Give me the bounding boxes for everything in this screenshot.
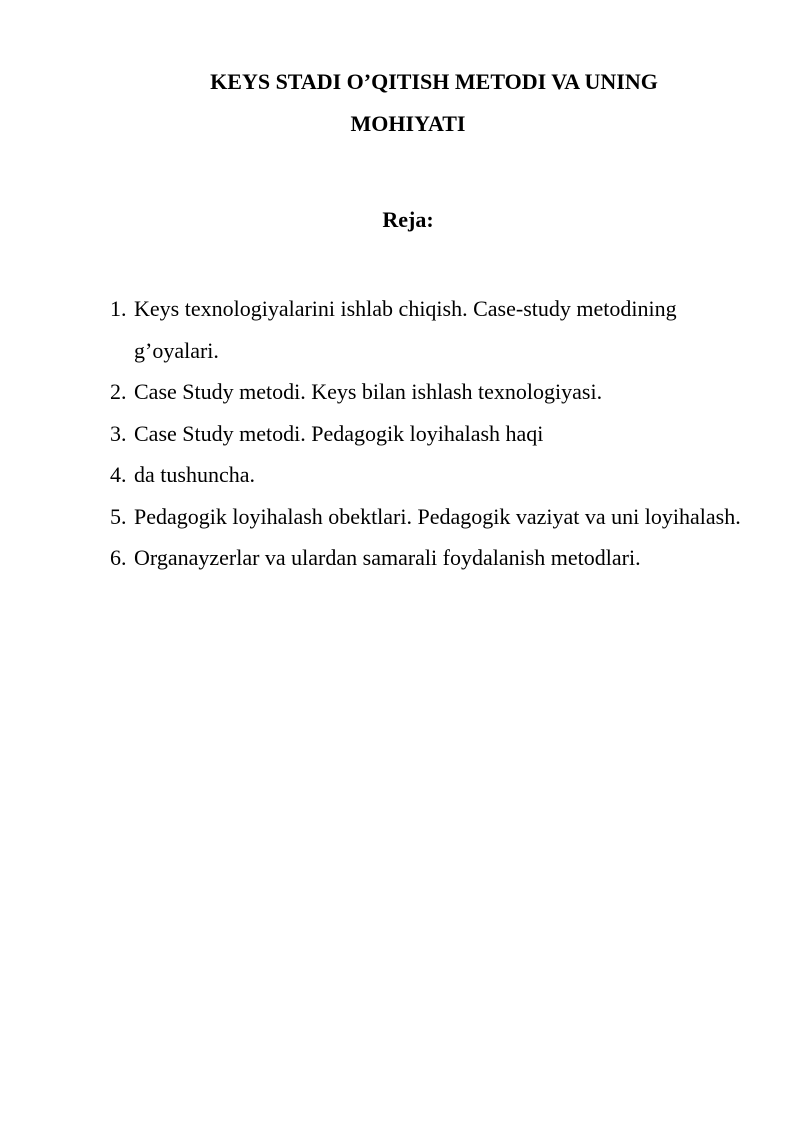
plan-item-text: Pedagogik loyihalash obektlari. Pedagogik vaziyat va uni loyihalash. (134, 503, 741, 529)
plan-item-4 (110, 454, 750, 496)
plan-item-text: Case Study metodi. Keys bilan ishlash texnologiyasi. (134, 379, 603, 404)
document-title-line2: MOHIYATI (350, 111, 466, 136)
plan-item-1 (110, 288, 750, 371)
plan-item-2 (110, 371, 750, 413)
plan-item-number: 2. (110, 379, 127, 404)
plan-item-text: Case Study metodi. Pedagogik loyihalash haqi (134, 420, 544, 446)
plan-item-number: 1. (110, 296, 127, 321)
plan-item-number: 4. (110, 462, 127, 487)
plan-item-6 (110, 537, 750, 579)
plan-item-number: 3. (110, 420, 127, 446)
plan-item-text: Keys texnologiyalarini ishlab chiqish. Case-study metodining g’oyalari. (134, 296, 677, 363)
plan-item-text: da tushuncha. (134, 462, 255, 487)
plan-item-3 (110, 413, 750, 455)
plan-list (110, 288, 750, 579)
plan-item-5 (110, 496, 750, 538)
document-title-line1: KEYS STADI O’QITISH METODI VA UNING (210, 69, 658, 94)
plan-item-number: 5. (110, 503, 127, 529)
plan-item-text: Organayzerlar va ulardan samarali foydalanish metodlari. (134, 545, 641, 570)
plan-item-number: 6. (110, 545, 127, 570)
plan-heading: Reja: (382, 207, 434, 232)
